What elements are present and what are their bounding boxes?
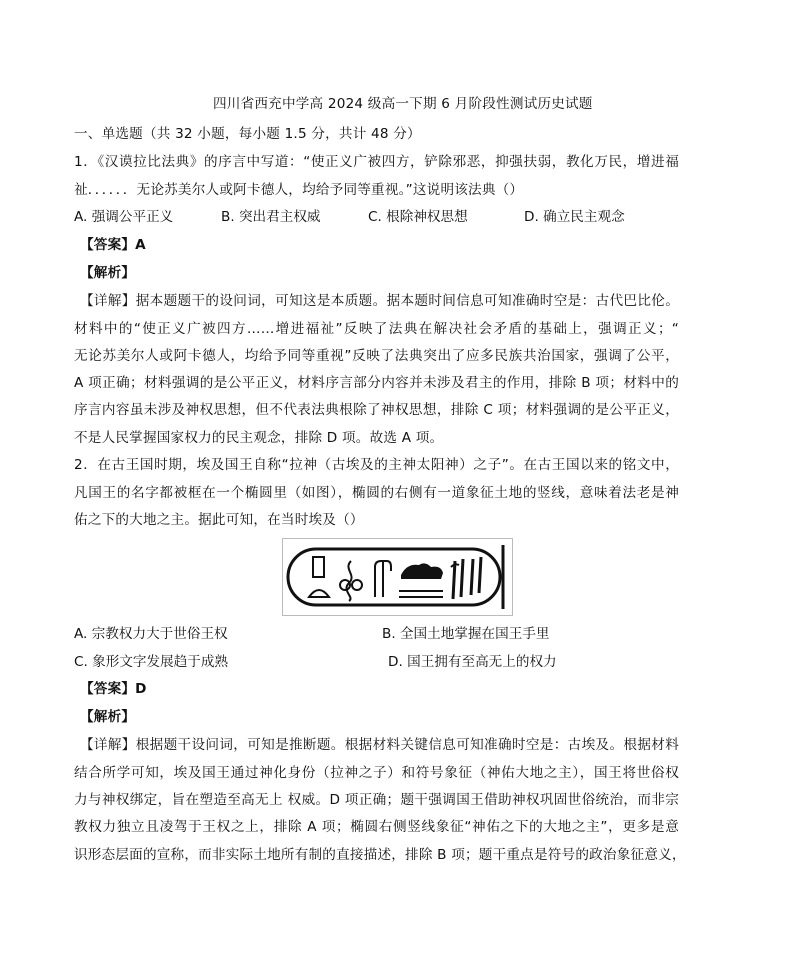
- q1-analysis-label: 【解析】: [80, 265, 136, 281]
- q2-stem-line-1: 2．在古王国时期，埃及国王自称“拉神（古埃及的主神太阳神）之子”。在古王国以来的铭文中，: [74, 457, 679, 473]
- q1-detail-line: 不是人民掌握国家权力的民主观念，排除 D 项。故选 A 项。: [74, 430, 444, 446]
- q2-detail-line: 【详解】根据题干设问词，可知是推断题。根据材料关键信息可知准确时空是：古埃及。根据材料: [80, 737, 679, 753]
- q1-stem-line-1: 1．《汉谟拉比法典》的序言中写道：“使正义广被四方，铲除邪恶，抑强扶弱，教化万民，增进福: [74, 154, 679, 170]
- q2-option-d: D. 国王拥有至高无上的权力: [388, 654, 557, 670]
- q1-answer: 【答案】A: [80, 237, 146, 253]
- q2-analysis-label: 【解析】: [80, 709, 136, 725]
- q1-detail-line: 序言内容虽未涉及神权思想，但不代表法典根除了神权思想，排除 C 项；材料强调的是公平正义，: [74, 402, 679, 418]
- cartouche-figure: [282, 538, 513, 616]
- q2-stem-line-2: 凡国王的名字都被框在一个椭圆里（如图），椭圆的右侧有一道象征土地的竖线，意味着法老是神: [74, 485, 679, 501]
- q1-option-a: A. 强调公平正义: [74, 209, 174, 225]
- q2-option-b: B. 全国土地掌握在国王手里: [382, 626, 550, 642]
- q1-detail-line: 【详解】据本题题干的设问词，可知这是本质题。据本题时间信息可知准确时空是：古代巴比伦。: [80, 293, 679, 309]
- q1-option-d: D. 确立民主观念: [524, 209, 625, 225]
- q1-option-c: C. 根除神权思想: [368, 209, 468, 225]
- q2-answer: 【答案】D: [80, 681, 147, 697]
- q1-option-b: B. 突出君主权威: [221, 209, 321, 225]
- q2-option-a: A. 宗教权力大于世俗王权: [74, 626, 228, 642]
- q2-detail-line: 教权力独立且凌驾于王权之上，排除 A 项；椭圆右侧竖线象征“神佑之下的大地之主”，更多是意: [74, 819, 679, 835]
- q1-stem-line-2: 祉．．．．．．无论苏美尔人或阿卡德人，均给予同等重视。”这说明该法典（）: [74, 182, 524, 198]
- cartouche-icon: [283, 539, 512, 615]
- q1-detail-line: 无论苏美尔人或阿卡德人，均给予同等重视”反映了法典突出了应多民族共治国家，强调了公平，: [74, 348, 679, 364]
- q2-detail-line: 识形态层面的宣称，而非实际土地所有制的直接描述，排除 B 项；题干重点是符号的政治象征意义，: [74, 847, 686, 863]
- q2-detail-line: 结合所学可知，埃及国王通过神化身份（拉神之子）和符号象征（神佑大地之主），国王将世俗权: [74, 765, 679, 781]
- q2-stem-line-3: 佑之下的大地之主。据此可知，在当时埃及（）: [74, 512, 364, 528]
- section-heading: 一、单选题（共 32 小题，每小题 1.5 分，共计 48 分）: [74, 126, 421, 142]
- q2-detail-line: 力与神权绑定，旨在塑造至高无上 权威。D 项正确；题干强调国王借助神权巩固世俗统治，而非宗: [74, 792, 679, 808]
- q1-detail-line: 材料中的“使正义广被四方……增进福祉”反映了法典在解决社会矛盾的基础上，强调正义；“: [74, 321, 679, 337]
- q1-detail-line: A 项正确；材料强调的是公平正义，材料序言部分内容并未涉及君主的作用，排除 B 项；材料中的: [74, 375, 679, 391]
- q2-option-c: C. 象形文字发展趋于成熟: [74, 654, 229, 670]
- exam-title: 四川省西充中学高 2024 级高一下期 6 月阶段性测试历史试题: [213, 96, 593, 112]
